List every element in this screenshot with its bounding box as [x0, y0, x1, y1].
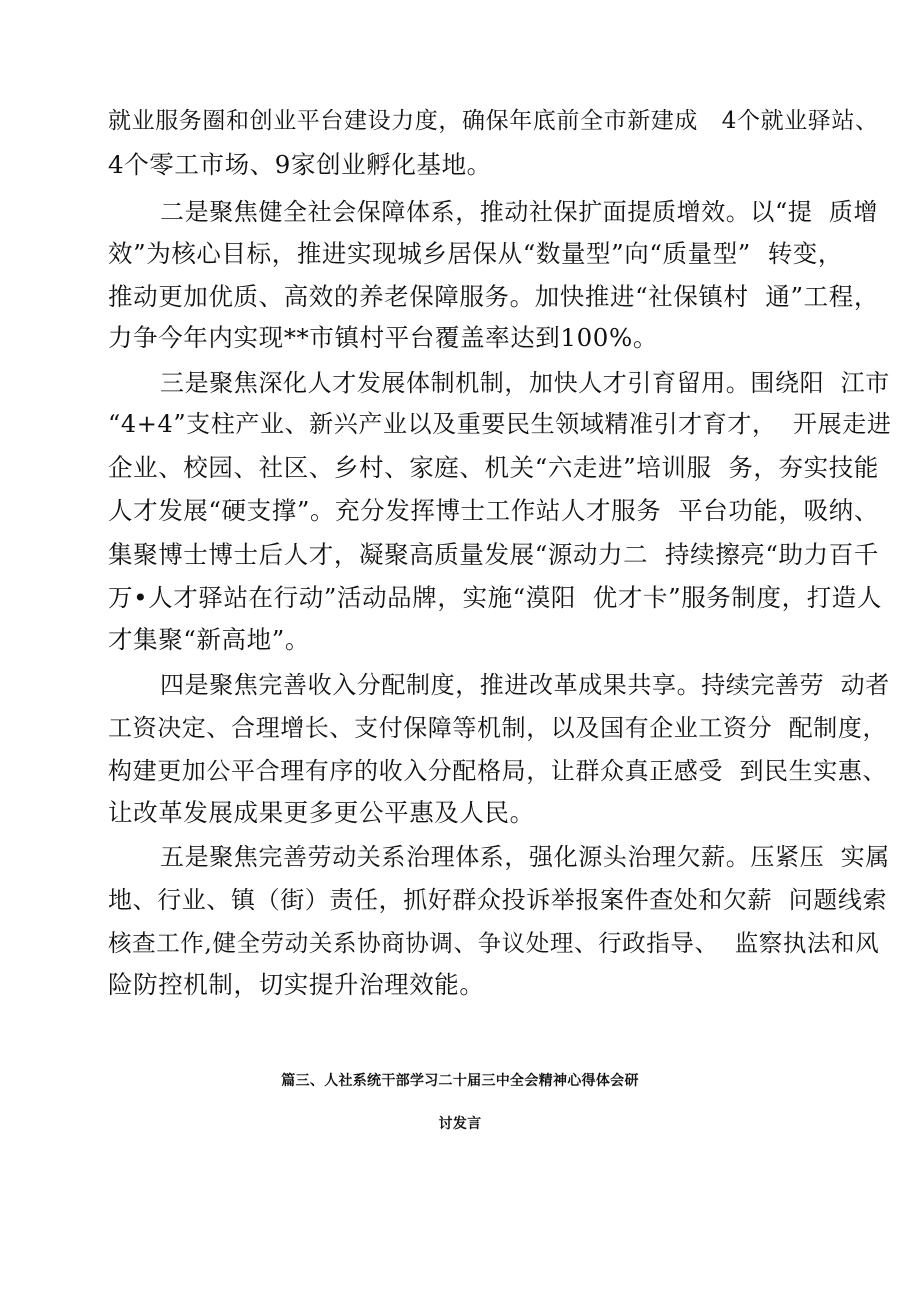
paragraph-line: 就业服务圈和创业平台建设力度，确保年底前全市新建成 4个就业驿站、 [108, 108, 879, 134]
paragraph-line: 企业、校园、社区、乡村、家庭、机关“六走进”培训服 务，夯实技能 [108, 453, 879, 482]
paragraph-line: 工资决定、合理增长、支付保障等机制，以及国有企业工资分 配制度， [108, 714, 888, 742]
paragraph-line: 效”为核心目标，推进实现城乡居保从“数量型”向“质量型” 转变， [108, 239, 843, 268]
paragraph-line: 构建更加公平合理有序的收入分配格局，让群众真正感受 到民生实惠、 [108, 757, 888, 785]
paragraph-line: 万•人才驿站在行动”活动品牌，实施“漠阳 优才卡”服务制度，打造人 [108, 583, 882, 612]
paragraph-line: 五是聚焦完善劳动关系治理体系，强化源头治理欠薪。压紧压 实属 [160, 843, 890, 871]
paragraph-line: “4+4”支柱产业、新兴产业以及重要民生领域精准引才育才， 开展走进 [108, 410, 892, 438]
paragraph-line: 二是聚焦健全社会保障体系，推动社保扩面提质增效。以“提 质增 [160, 198, 879, 226]
paragraph-line: 力争今年内实现**市镇村平台覆盖率达到100%。 [108, 323, 658, 352]
paragraph-line: 4个零工市场、9家创业孵化基地。 [108, 150, 492, 179]
paragraph-line: 四是聚焦完善收入分配制度，推进改革成果共享。持续完善劳 动者 [160, 671, 890, 699]
paragraph-line: 才集聚“新高地”。 [108, 625, 310, 654]
paragraph-line: 地、行业、镇（街）责任，抓好群众投诉举报案件查处和欠薪 问题线索 [108, 886, 888, 914]
paragraph-line: 三是聚焦深化人才发展体制机制，加快人才引育留用。围绕阳 江市 [160, 369, 890, 397]
section-heading-line-1: 篇三、人社系统干部学习二十届三中全会精神心得体会研 [281, 1073, 639, 1089]
paragraph-line: 核查工作,健全劳动关系协商协调、争议处理、行政指导、 监察执法和风 [108, 929, 880, 957]
paragraph-line: 推动更加优质、高效的养老保障服务。加快推进“社保镇村 通”工程， [108, 282, 879, 311]
section-heading-line-2: 讨发言 [438, 1116, 482, 1132]
paragraph-line: 险防控机制，切实提升治理效能。 [108, 970, 485, 999]
paragraph-line: 让改革发展成果更多更公平惠及人民。 [108, 798, 535, 827]
paragraph-line: 集聚博士博士后人才，凝聚高质量发展“源动力二 持续擦亮“助力百千 [108, 540, 879, 569]
paragraph-line: 人才发展“硬支撑”。充分发挥博士工作站人才服务 平台功能，吸纳、 [108, 496, 879, 525]
